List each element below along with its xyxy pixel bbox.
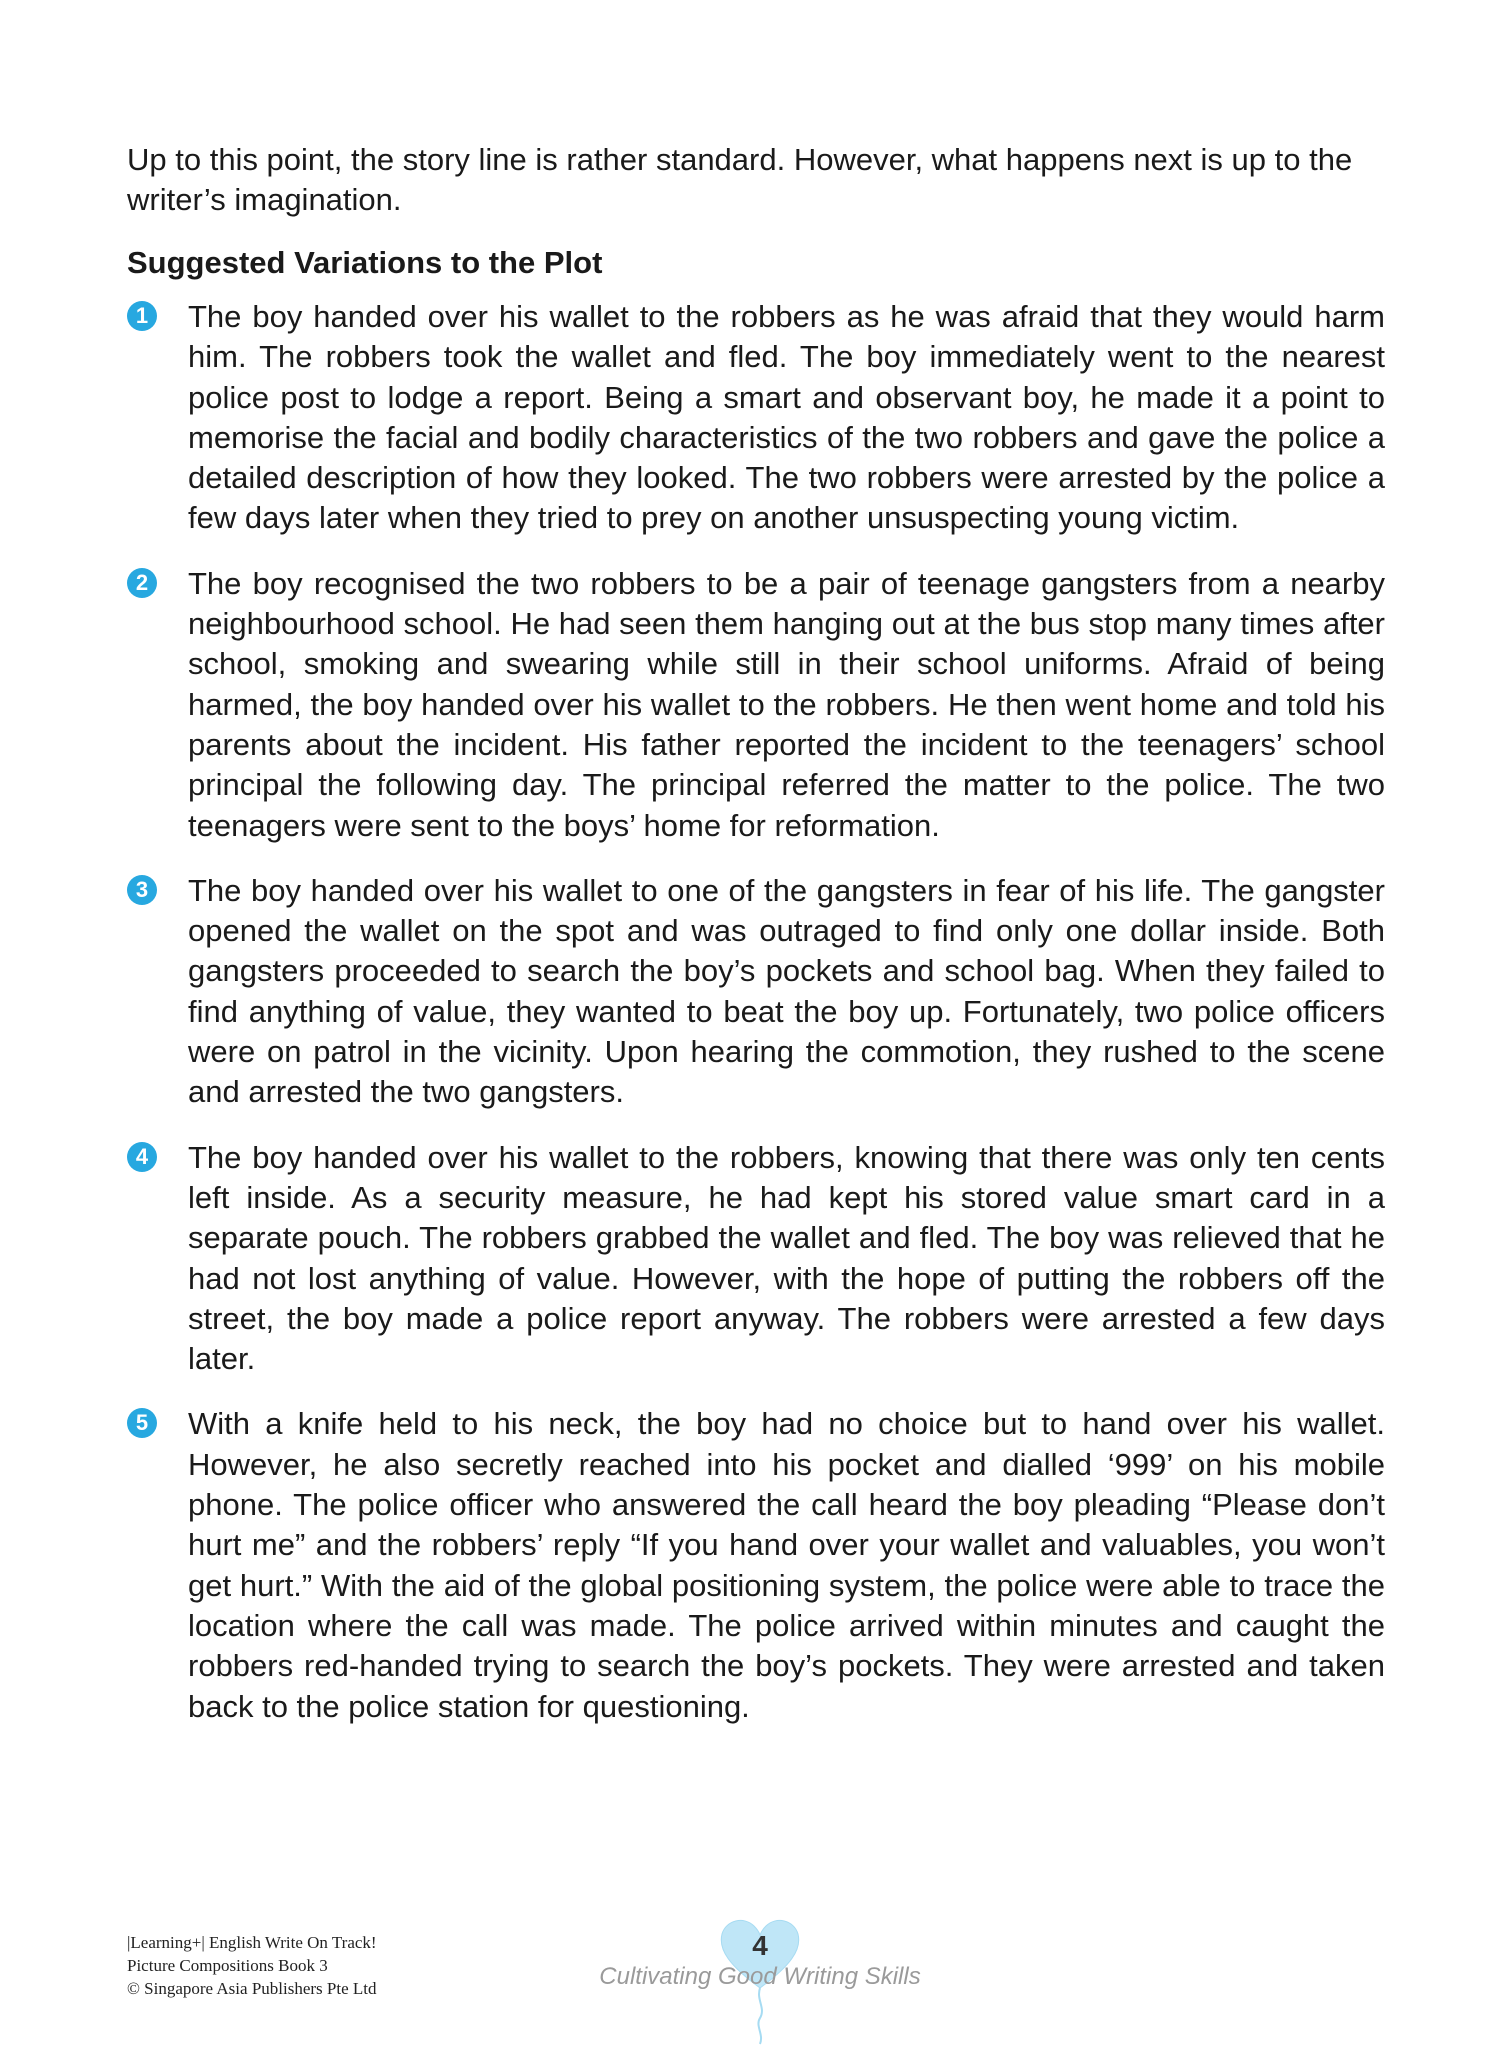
list-item-text: With a knife held to his neck, the boy had no choice but to hand over his wallet. However, he also secretly reached into his pocket and dialled ‘999’ on his mobile phone. The police officer who answered the call heard the boy pleading “Please don’t hurt me” and the robbers’ reply “If you hand over your wallet and valuables, you won’t get hurt.” With the aid of the global positioning system, the police were able to trace the location where the call was made. The police arrived within minutes and caught the robbers red-handed trying to search the boy’s pockets. They were arrested and taken back to the police station for questioning.: [188, 1406, 1385, 1724]
number-badge: 4: [127, 1142, 157, 1172]
number-badge: 1: [127, 301, 157, 331]
list-item: [127, 871, 1385, 1113]
list-item-text: The boy recognised the two robbers to be a pair of teenage gangsters from a nearby neighbourhood school. He had seen them hanging out at the bus stop many times after school, smoking and swearing while still in their school uniforms. Afraid of being harmed, the boy handed over his wallet to the robbers. He then went home and told his parents about the incident. His father reported the incident to the teenagers’ school principal the following day. The principal referred the matter to the police. The two teenagers were sent to the boys’ home for reformation.: [188, 565, 1385, 843]
list-item-text: The boy handed over his wallet to the robbers, knowing that there was only ten cents left inside. As a security measure, he had kept his stored value smart card in a separate pouch. The robbers grabbed the wallet and fled. The boy was relieved that he had not lost anything of value. However, with the hope of putting the robbers off the street, the boy made a police report anyway. The robbers were arrested a few days later.: [188, 1139, 1385, 1377]
list-item: [127, 1138, 1385, 1380]
list-item-text: The boy handed over his wallet to one of the gangsters in fear of his life. The gangster opened the wallet on the spot and was outraged to find only one dollar inside. Both gangsters proceeded to search the boy’s pockets and school bag. When they failed to find anything of value, they wanted to beat the boy up. Fortunately, two police officers were on patrol in the vicinity. Upon hearing the commotion, they rushed to the scene and arrested the two gangsters.: [188, 872, 1385, 1110]
page-content: [127, 140, 1385, 1752]
number-badge: 3: [127, 875, 157, 905]
section-heading: Suggested Variations to the Plot: [127, 245, 603, 280]
publisher-info: [127, 1931, 377, 2000]
page-number: 4: [752, 1930, 768, 1961]
publisher-line-copyright: © Singapore Asia Publishers Pte Ltd: [127, 1979, 377, 1998]
publisher-line-book: Picture Compositions Book 3: [127, 1956, 328, 1975]
list-item: [127, 297, 1385, 539]
list-item: [127, 1404, 1385, 1726]
list-item: [127, 564, 1385, 846]
publisher-line-series: |Learning+| English Write On Track!: [127, 1933, 377, 1952]
intro-paragraph: Up to this point, the story line is rather standard. However, what happens next is up to the writer’s imagination.: [127, 142, 1353, 217]
footer-tagline: Cultivating Good Writing Skills: [599, 1963, 921, 1990]
list-item-text: The boy handed over his wallet to the robbers as he was afraid that they would harm him. The robbers took the wallet and fled. The boy immediately went to the nearest police post to lodge a report. Being a smart and observant boy, he made it a point to memorise the facial and bodily characteristics of the two robbers and gave the police a detailed description of how they looked. The two robbers were arrested by the police a few days later when they tried to prey on another unsuspecting young victim.: [188, 299, 1385, 536]
number-badge: 2: [127, 568, 157, 598]
number-badge: 5: [127, 1408, 157, 1438]
